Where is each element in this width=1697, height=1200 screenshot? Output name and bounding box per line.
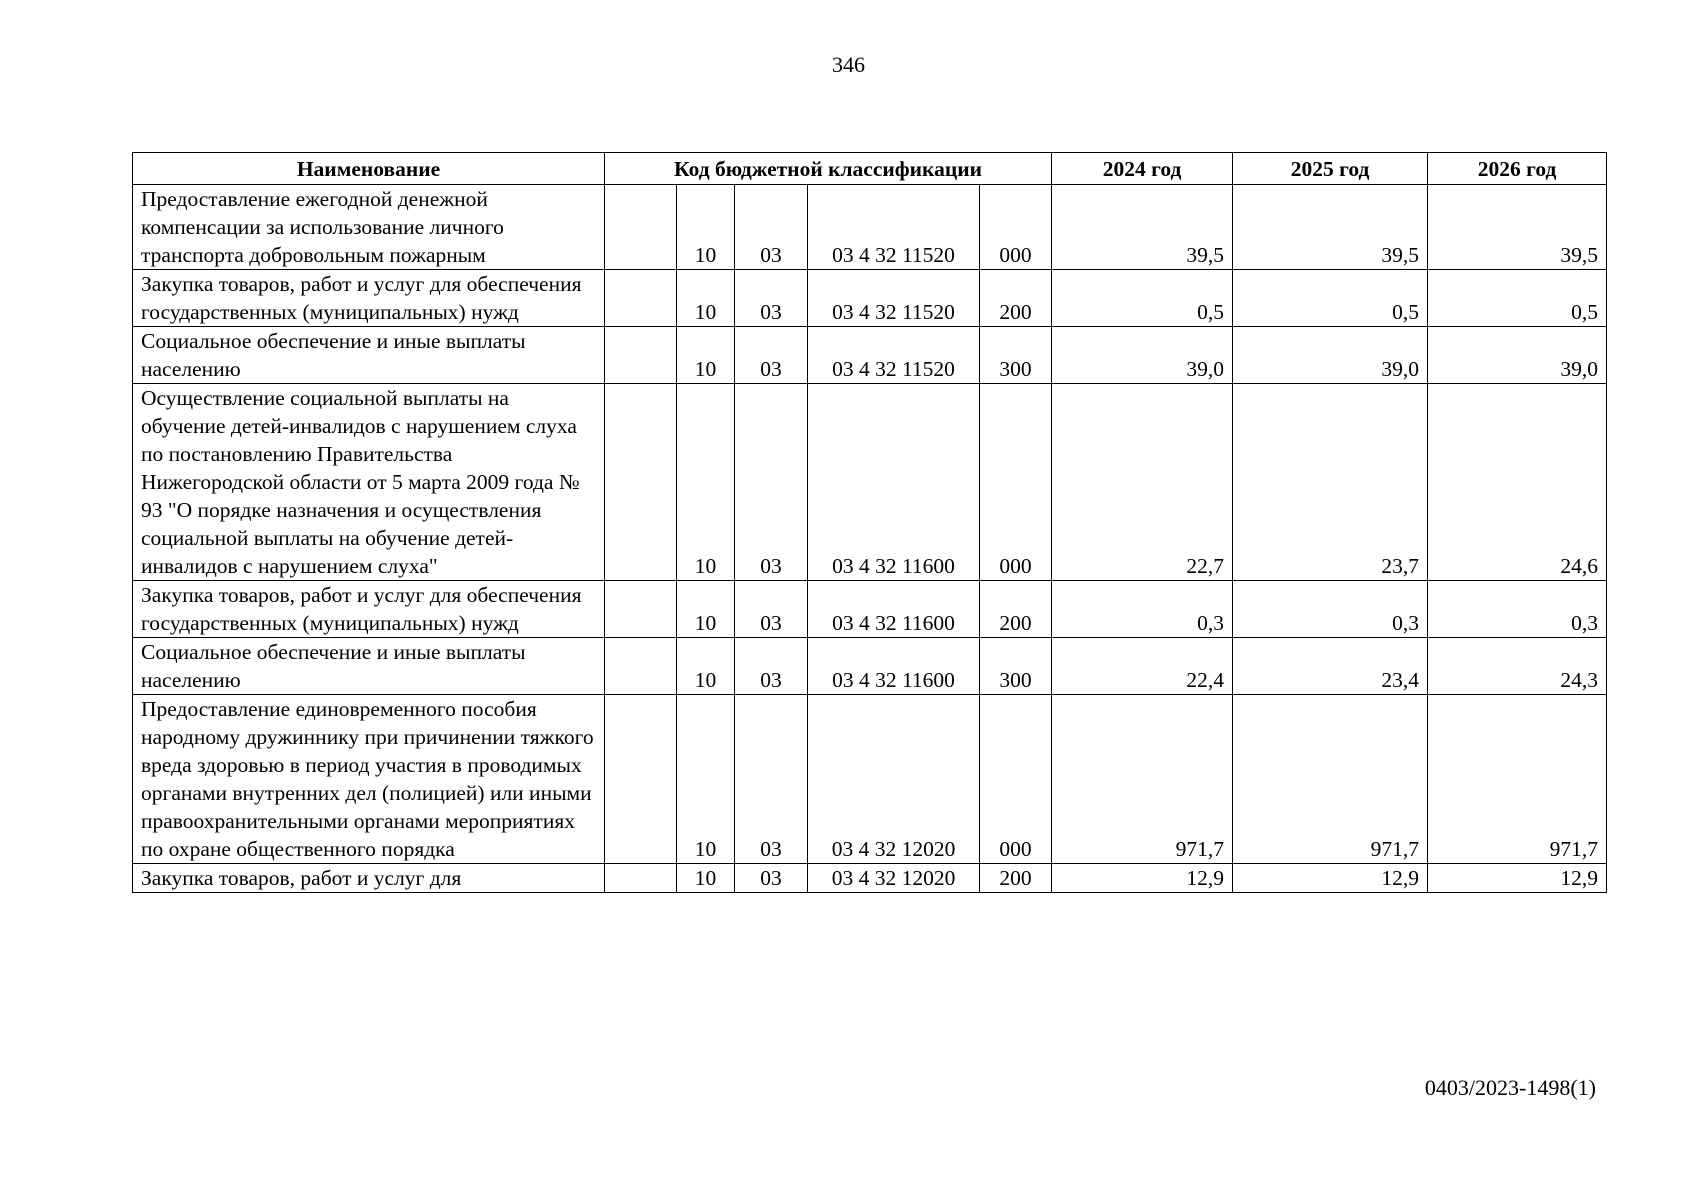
value-2025-cell: 971,7 [1233,695,1428,864]
header-name: Наименование [133,153,605,185]
value-2025-cell: 12,9 [1233,864,1428,893]
row-name-cell: Закупка товаров, работ и услуг для [133,864,605,893]
expense-type-code-cell: 000 [980,185,1052,270]
code-cell-empty [605,695,677,864]
header-2025: 2025 год [1233,153,1428,185]
target-article-code-cell: 03 4 32 11520 [808,327,980,384]
expense-type-code-cell: 200 [980,864,1052,893]
subsection-code-cell: 03 [735,581,808,638]
value-2026-cell: 12,9 [1428,864,1607,893]
budget-table [132,152,1607,893]
code-cell-empty [605,864,677,893]
value-2026-cell: 39,0 [1428,327,1607,384]
section-code-cell: 10 [677,581,735,638]
value-2024-cell: 39,0 [1052,327,1233,384]
row-name-cell: Социальное обеспечение и иные выплаты населению [133,327,605,384]
value-2024-cell: 39,5 [1052,185,1233,270]
target-article-code-cell: 03 4 32 11600 [808,581,980,638]
expense-type-code-cell: 300 [980,638,1052,695]
row-name-cell: Осуществление социальной выплаты на обучение детей-инвалидов с нарушением слуха по постановлению Правительства Нижегородской области от 5 марта 2009 года № 93 "О порядке назначения и осуществления социальной выплаты на обучение детей-инвалидов с нарушением слуха" [133,384,605,581]
row-name-cell: Предоставление ежегодной денежной компенсации за использование личного транспорта добровольным пожарным [133,185,605,270]
value-2026-cell: 24,3 [1428,638,1607,695]
value-2026-cell: 971,7 [1428,695,1607,864]
header-2026: 2026 год [1428,153,1607,185]
section-code-cell: 10 [677,695,735,864]
code-cell-empty [605,327,677,384]
header-2024: 2024 год [1052,153,1233,185]
code-cell-empty [605,384,677,581]
value-2024-cell: 971,7 [1052,695,1233,864]
row-name-cell: Закупка товаров, работ и услуг для обеспечения государственных (муниципальных) нужд [133,270,605,327]
subsection-code-cell: 03 [735,270,808,327]
expense-type-code-cell: 200 [980,270,1052,327]
subsection-code-cell: 03 [735,864,808,893]
expense-type-code-cell: 000 [980,384,1052,581]
section-code-cell: 10 [677,864,735,893]
value-2025-cell: 39,5 [1233,185,1428,270]
target-article-code-cell: 03 4 32 11520 [808,185,980,270]
target-article-code-cell: 03 4 32 12020 [808,695,980,864]
expense-type-code-cell: 200 [980,581,1052,638]
subsection-code-cell: 03 [735,638,808,695]
value-2025-cell: 23,4 [1233,638,1428,695]
table-row [133,327,1607,384]
table-body [133,185,1607,893]
value-2026-cell: 0,3 [1428,581,1607,638]
row-name-cell: Закупка товаров, работ и услуг для обеспечения государственных (муниципальных) нужд [133,581,605,638]
value-2024-cell: 12,9 [1052,864,1233,893]
subsection-code-cell: 03 [735,384,808,581]
expense-type-code-cell: 000 [980,695,1052,864]
section-code-cell: 10 [677,185,735,270]
value-2025-cell: 23,7 [1233,384,1428,581]
header-code: Код бюджетной классификации [605,153,1052,185]
table-row [133,185,1607,270]
target-article-code-cell: 03 4 32 12020 [808,864,980,893]
value-2024-cell: 22,4 [1052,638,1233,695]
table-row [133,581,1607,638]
table-header-row [133,153,1607,185]
subsection-code-cell: 03 [735,327,808,384]
page-number: 346 [832,52,865,77]
document-id: 0403/2023-1498(1) [1424,1075,1596,1100]
table-row [133,695,1607,864]
value-2025-cell: 39,0 [1233,327,1428,384]
target-article-code-cell: 03 4 32 11520 [808,270,980,327]
code-cell-empty [605,270,677,327]
section-code-cell: 10 [677,270,735,327]
code-cell-empty [605,581,677,638]
row-name-cell: Предоставление единовременного пособия народному дружиннику при причинении тяжкого вреда здоровью в период участия в проводимых органами внутренних дел (полицией) или иными правоохранительными органами мероприятиях по охране общественного порядка [133,695,605,864]
table-row [133,638,1607,695]
table-row [133,864,1607,893]
value-2025-cell: 0,5 [1233,270,1428,327]
value-2026-cell: 24,6 [1428,384,1607,581]
target-article-code-cell: 03 4 32 11600 [808,638,980,695]
section-code-cell: 10 [677,327,735,384]
code-cell-empty [605,638,677,695]
code-cell-empty [605,185,677,270]
value-2024-cell: 0,3 [1052,581,1233,638]
subsection-code-cell: 03 [735,185,808,270]
section-code-cell: 10 [677,638,735,695]
value-2026-cell: 39,5 [1428,185,1607,270]
expense-type-code-cell: 300 [980,327,1052,384]
value-2024-cell: 22,7 [1052,384,1233,581]
subsection-code-cell: 03 [735,695,808,864]
target-article-code-cell: 03 4 32 11600 [808,384,980,581]
value-2024-cell: 0,5 [1052,270,1233,327]
row-name-cell: Социальное обеспечение и иные выплаты населению [133,638,605,695]
table-row [133,270,1607,327]
value-2026-cell: 0,5 [1428,270,1607,327]
table-row [133,384,1607,581]
section-code-cell: 10 [677,384,735,581]
value-2025-cell: 0,3 [1233,581,1428,638]
